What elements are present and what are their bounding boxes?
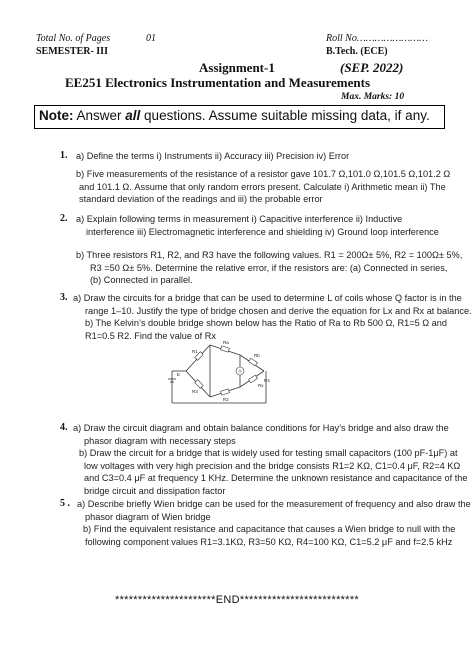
question-3b-line-1: b) The Kelvin’s double bridge shown below has the Ratio of Ra to Rb 500 Ω, R1=5 Ω and xyxy=(85,318,447,329)
question-4b-line-4: bridge circuit and dissipation factor xyxy=(84,485,226,496)
end-marker: **********************END************************** xyxy=(114,594,359,606)
kelvin-double-bridge-figure xyxy=(168,337,278,405)
question-5 xyxy=(77,498,471,548)
question-3-number: 3. xyxy=(60,292,68,303)
session-label: (SEP. 2022) xyxy=(340,60,404,75)
semester-label: SEMESTER- III xyxy=(36,46,108,57)
question-1b-line-1: b) Five measurements of the resistance of a resistor gave 101.7 Ω,101.0 Ω,101.5 Ω,101.2 Ω xyxy=(76,169,451,179)
resistor-r4 xyxy=(249,375,258,383)
question-3a-line-1: a) Draw the circuits for a bridge that can be used to determine L of coils whose Q factor is in the xyxy=(73,293,462,303)
question-2a-line-2: interference iii) Electromagnetic interference and shielding iv) Ground loop interference xyxy=(86,226,439,237)
question-5a-line-1: a) Describe briefly Wien bridge can be used for the measurement of frequency and also draw the xyxy=(77,499,471,509)
question-2a-line-1: a) Explain following terms in measurement i) Capacitive interference ii) Inductive xyxy=(76,214,403,224)
label-g: G xyxy=(238,368,242,374)
question-2b-line-1: b) Three resistors R1, R2, and R3 have the following values. R1 = 200Ω± 5%, R2 = 100Ω± 5%, xyxy=(76,250,463,260)
resistor-rb xyxy=(249,358,258,366)
note-box xyxy=(34,105,445,129)
question-2b-line-2: R3 =50 Ω± 5%. Determine the relative error, if the resistors are: (a) Connected in series, xyxy=(90,262,448,273)
label-e: E xyxy=(177,372,181,377)
total-pages-value: 01 xyxy=(146,33,156,44)
question-5a-line-2: phasor diagram of Wien bridge xyxy=(85,511,211,522)
question-4a-line-1: a) Draw the circuit diagram and obtain balance conditions for Hay’s bridge and also draw the xyxy=(73,423,449,433)
resistor-ra xyxy=(221,346,230,352)
question-2b xyxy=(76,249,462,287)
question-1a xyxy=(76,150,349,163)
question-1b-line-2: and 101.1 Ω. Assume that only random errors present. Calculate i) Arithmetic mean ii) The xyxy=(79,181,446,192)
roll-no-label: Roll No…………………… xyxy=(326,33,428,44)
program-label: B.Tech. (ECE) xyxy=(326,46,388,57)
question-4b-line-3: and C3=0.4 μF at frequency 1 KHz. Determine the unknown resistance and capacitance of the xyxy=(84,473,468,484)
note-emphasis: all xyxy=(125,108,141,123)
label-rb: Rb xyxy=(254,353,260,358)
question-4 xyxy=(73,422,467,498)
note-label: Note: xyxy=(39,108,74,123)
question-4a-line-2: phasor diagram with necessary steps xyxy=(84,435,236,446)
course-title: EE251 Electronics Instrumentation and Measurements xyxy=(65,75,371,90)
note-text-after: questions. Assume suitable missing data, if any. xyxy=(140,108,430,123)
label-r3: R3 xyxy=(192,389,198,394)
question-1a-text: a) Define the terms i) Instruments ii) Accuracy iii) Precision iv) Error xyxy=(76,151,350,161)
note-text-before: Answer xyxy=(73,108,126,123)
assignment-title: Assignment-1 xyxy=(199,60,275,75)
question-5-number: 5 . xyxy=(60,498,70,509)
question-3a-line-2: range 1–10. Justify the type of bridge chosen and derive the equation for Lx and Rx at balance. xyxy=(85,305,472,316)
question-2b-line-3: (b) Connected in parallel. xyxy=(90,275,193,286)
label-r2: R2 xyxy=(223,397,229,402)
label-rx: Rx xyxy=(258,383,264,388)
resistor-r3 xyxy=(195,380,203,389)
question-5b-line-2: following component values R1=3.1KΩ, R3=50 KΩ, R4=100 KΩ, C1=5.2 μF and f=2.5 kHz xyxy=(85,536,453,547)
question-3 xyxy=(73,292,472,342)
question-2a xyxy=(76,213,439,238)
question-4b-line-1: b) Draw the circuit for a bridge that is widely used for testing small capacitors (100 pF-1μF) at xyxy=(79,448,458,459)
question-4-number: 4. xyxy=(60,422,68,433)
label-r4: R4 xyxy=(264,378,270,383)
note-text xyxy=(39,108,430,123)
total-pages-label: Total No. of Pages xyxy=(36,33,111,44)
question-1b-line-3: standard deviation of the readings and iii) the probable error xyxy=(79,194,323,205)
question-1b xyxy=(76,168,450,206)
label-ra: Ra xyxy=(223,340,229,345)
label-r1: R1 xyxy=(192,349,198,354)
resistor-r2 xyxy=(221,389,230,395)
question-4b-line-2: low voltages with very high precision and the bridge consists R1=2 KΩ, C1=0.4 μF, R2=4 KΩ xyxy=(84,460,461,471)
question-1-number: 1. xyxy=(60,150,68,161)
question-2-number: 2. xyxy=(60,213,68,224)
max-marks: Max. Marks: 10 xyxy=(341,92,405,102)
question-5b-line-1: b) Find the equivalent resistance and capacitance that causes a Wien bridge to null with the xyxy=(83,524,456,535)
question-3b-line-2: R1=0.5 R2. Find the value of Rx xyxy=(85,330,216,341)
